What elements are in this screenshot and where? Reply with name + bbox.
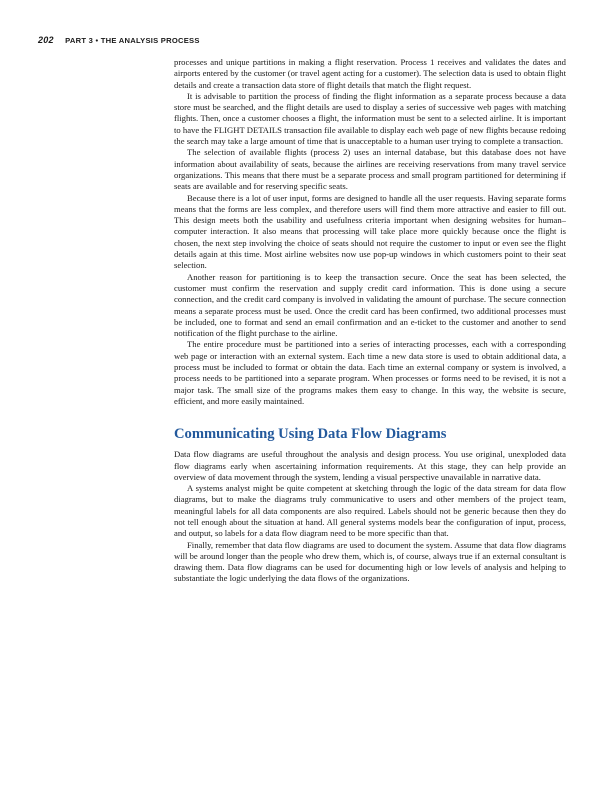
part-title: PART 3 • THE ANALYSIS PROCESS (65, 36, 200, 45)
paragraph: The entire procedure must be partitioned into a series of interacting processes, each with a corresponding web page or interaction with an external system. Each time a new data store is used to obtain additional data, a process must be included to format or obtain the data. Each time an external company or system is involved, a process needs to be partitioned into a separate program. When processes or forms need to be revised, it is not a major task. The small size of the programs makes them easy to change. In this way, the website is secure, efficient, and more easily maintained. (174, 339, 566, 406)
paragraph: Data flow diagrams are useful throughout the analysis and design process. You use original, unexploded data flow diagrams early when ascertaining information requirements. At this stage, they can help provide an overview of data movement through the system, lending a visual perspective unavailable in narrative data. (174, 449, 566, 482)
paragraph: processes and unique partitions in making a flight reservation. Process 1 receives and validates the dates and airports entered by the customer (or travel agent acting for a customer). The selection data is used to obtain flight details and create a transaction data store of flight details that match the flight request. (174, 57, 566, 90)
running-head (38, 35, 200, 45)
paragraph: The selection of available flights (process 2) uses an internal database, but this database does not have information about availability of seats, because the airlines are receiving reservations from many travel service organizations. This means that there must be a separate process and small program partitioned for determining if seats are available and for reserving specific seats. (174, 147, 566, 192)
page-number: 202 (38, 35, 54, 45)
paragraph: Another reason for partitioning is to keep the transaction secure. Once the seat has been selected, the customer must confirm the reservation and supply credit card information. This is done using a secure connection, and the credit card company is involved in validating the amount of purchase. The secure connection means a separate process must be used. Once the credit card has been confirmed, two additional processes must be included, one to format and send an email confirmation and an e-ticket to the customer and another to send notification of the flight purchase to the airline. (174, 271, 566, 339)
section-heading: Communicating Using Data Flow Diagrams (174, 426, 447, 443)
paragraph: Finally, remember that data flow diagrams are used to document the system. Assume that data flow diagrams will be around longer than the people who drew them, which is, of course, always true if an external consultant is drawing them. Data flow diagrams can be used for documenting high or low levels of analysis and helping to substantiate the logic underlying the data flows of the organizations. (174, 539, 566, 584)
paragraph: It is advisable to partition the process of finding the flight information as a separate process because a data store must be searched, and the flight details are used to display a series of successive web pages with matching flights. Then, once a customer chooses a flight, the information must be sent to a selected airline. It is important to have the FLIGHT DETAILS transaction file available to display each web page of new flights because redoing the search may take a large amount of time that is unacceptable to a human user trying to complete a transaction. (174, 90, 566, 147)
paragraph: A systems analyst might be quite competent at sketching through the logic of the data stream for data flow diagrams, but to make the diagrams truly communicative to users and other members of the project team, meaningful labels for all data components are also required. Labels should not be generic because then they do not tell enough about the situation at hand. All general systems models bear the configuration of input, process, and output, so labels for a data flow diagram need to be more specific than that. (174, 483, 566, 539)
paragraph: Because there is a lot of user input, forms are designed to handle all the user requests. Having separate forms means that the forms are less complex, and therefore users will find them more attractive and easier to fill out. This design meets both the usability and usefulness criteria important when designing websites for human–computer interaction. It also means that processing will take place more quickly because once the flight is chosen, the next step involving the choice of seats should not require the customer to input or even see the flight details again at this time. Most airline websites now use pop-up windows in which customers point to their seat selection. (174, 192, 566, 271)
body-text (174, 57, 566, 585)
